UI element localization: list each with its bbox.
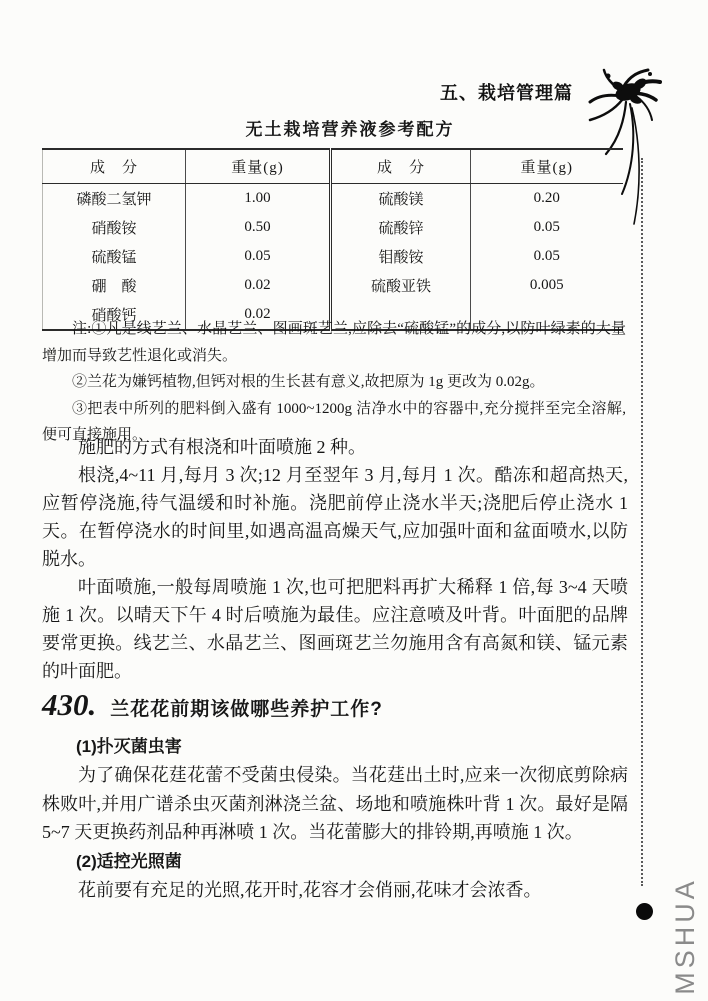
cell-component: 磷酸二氢钾	[76, 192, 152, 208]
cell-component: 硫酸镁	[331, 184, 471, 214]
paragraph-root-watering: 根浇,4~11 月,每月 3 次;12 月至翌年 3 月,每月 1 次。酷冻和超高热天,应暂停浇施,待气温缓和时补施。浇肥前停止浇水半天;浇肥后停止浇水 1 天。在暂停浇水的时间里,如遇高温高燥天气,应加强叶面和盆面喷水,以防脱水。	[42, 465, 628, 569]
cell-component: 钼酸铵	[331, 242, 471, 271]
table-row	[43, 242, 623, 271]
paragraph-foliar-spray: 叶面喷施,一般每周喷施 1 次,也可把肥料再扩大稀释 1 倍,每 3~4 天喷施 1 次。以晴天下午 4 时后喷施为最佳。应注意喷及叶背。叶面肥的品牌要常更换。线艺兰、水晶艺兰、图画斑艺兰勿施用含有高氮和镁、锰元素的叶面肥。	[42, 577, 628, 681]
section-title: 兰花花前期该做哪些养护工作?	[110, 699, 383, 720]
watermark-mshua: MSHUA	[670, 877, 700, 995]
cell-component: 硫酸锰	[91, 250, 137, 266]
table-notes	[42, 316, 626, 449]
cell-weight: 0.05	[471, 242, 623, 271]
subsection-1-title: (1)扑灭菌虫害	[76, 737, 182, 756]
cell-component: 硝酸钙	[91, 308, 137, 324]
nutrient-formula-table	[42, 148, 623, 331]
table-row	[43, 271, 623, 300]
col-header-component-right: 成 分	[331, 149, 471, 184]
table-row	[43, 184, 623, 214]
cell-weight: 0.05	[186, 242, 331, 271]
cell-weight: 0.02	[186, 300, 331, 330]
section-heading	[42, 688, 628, 722]
section-430	[42, 688, 628, 904]
cell-weight: 0.50	[186, 213, 331, 242]
subsection-1-paragraph: 为了确保花莛花蕾不受菌虫侵染。当花莛出土时,应来一次彻底剪除病株败叶,并用广谱杀虫灭菌剂淋浇兰盆、场地和喷施株叶背 1 次。最好是隔 5~7 天更换药剂品种再淋喷 1 次。当花蕾膨大的排铃期,再喷施 1 次。	[42, 765, 628, 842]
col-header-weight-right: 重量(g)	[471, 149, 623, 184]
cell-weight: 0.02	[186, 271, 331, 300]
note-3: ③把表中所列的肥料倒入盛有 1000~1200g 洁净水中的容器中,充分搅拌至完全溶解,便可直接施用。	[42, 400, 626, 443]
note-2: ②兰花为嫌钙植物,但钙对根的生长甚有意义,故把原为 1g 更改为 0.02g。	[72, 374, 545, 390]
section-number: 430.	[42, 687, 97, 722]
col-header-weight-left: 重量(g)	[186, 149, 331, 184]
body-text	[42, 433, 628, 685]
cell-weight: 1.00	[186, 184, 331, 214]
subsection-2-paragraph: 花前要有充足的光照,花开时,花容才会俏丽,花味才会浓香。	[78, 879, 542, 900]
paragraph-fertilizing-methods: 施肥的方式有根浇和叶面喷施 2 种。	[78, 437, 366, 457]
table-title: 无土栽培营养液参考配方	[245, 120, 455, 139]
note-1: 注:①凡是线艺兰、水晶艺兰、图画斑艺兰,应除去“硫酸锰”的成分,以防叶绿素的大量增加而导致艺性退化或消失。	[42, 321, 626, 364]
cell-weight: 0.20	[471, 184, 623, 214]
margin-dotted-rule	[641, 158, 643, 886]
cell-component: 硫酸锌	[331, 213, 471, 242]
margin-bullet-dot	[636, 903, 653, 920]
subsection-2-title: (2)适控光照菌	[76, 851, 182, 871]
table-row	[43, 213, 623, 242]
table-header-row	[43, 149, 623, 184]
cell-weight: 0.05	[471, 213, 623, 242]
cell-component: 硝酸铵	[91, 221, 137, 237]
cell-component: 硫酸亚铁	[331, 271, 471, 300]
cell-component: 硼 酸	[91, 279, 137, 295]
col-header-component-left: 成 分	[43, 149, 186, 184]
cell-weight: 0.005	[471, 271, 623, 300]
running-head: 五、栽培管理篇	[440, 83, 573, 103]
